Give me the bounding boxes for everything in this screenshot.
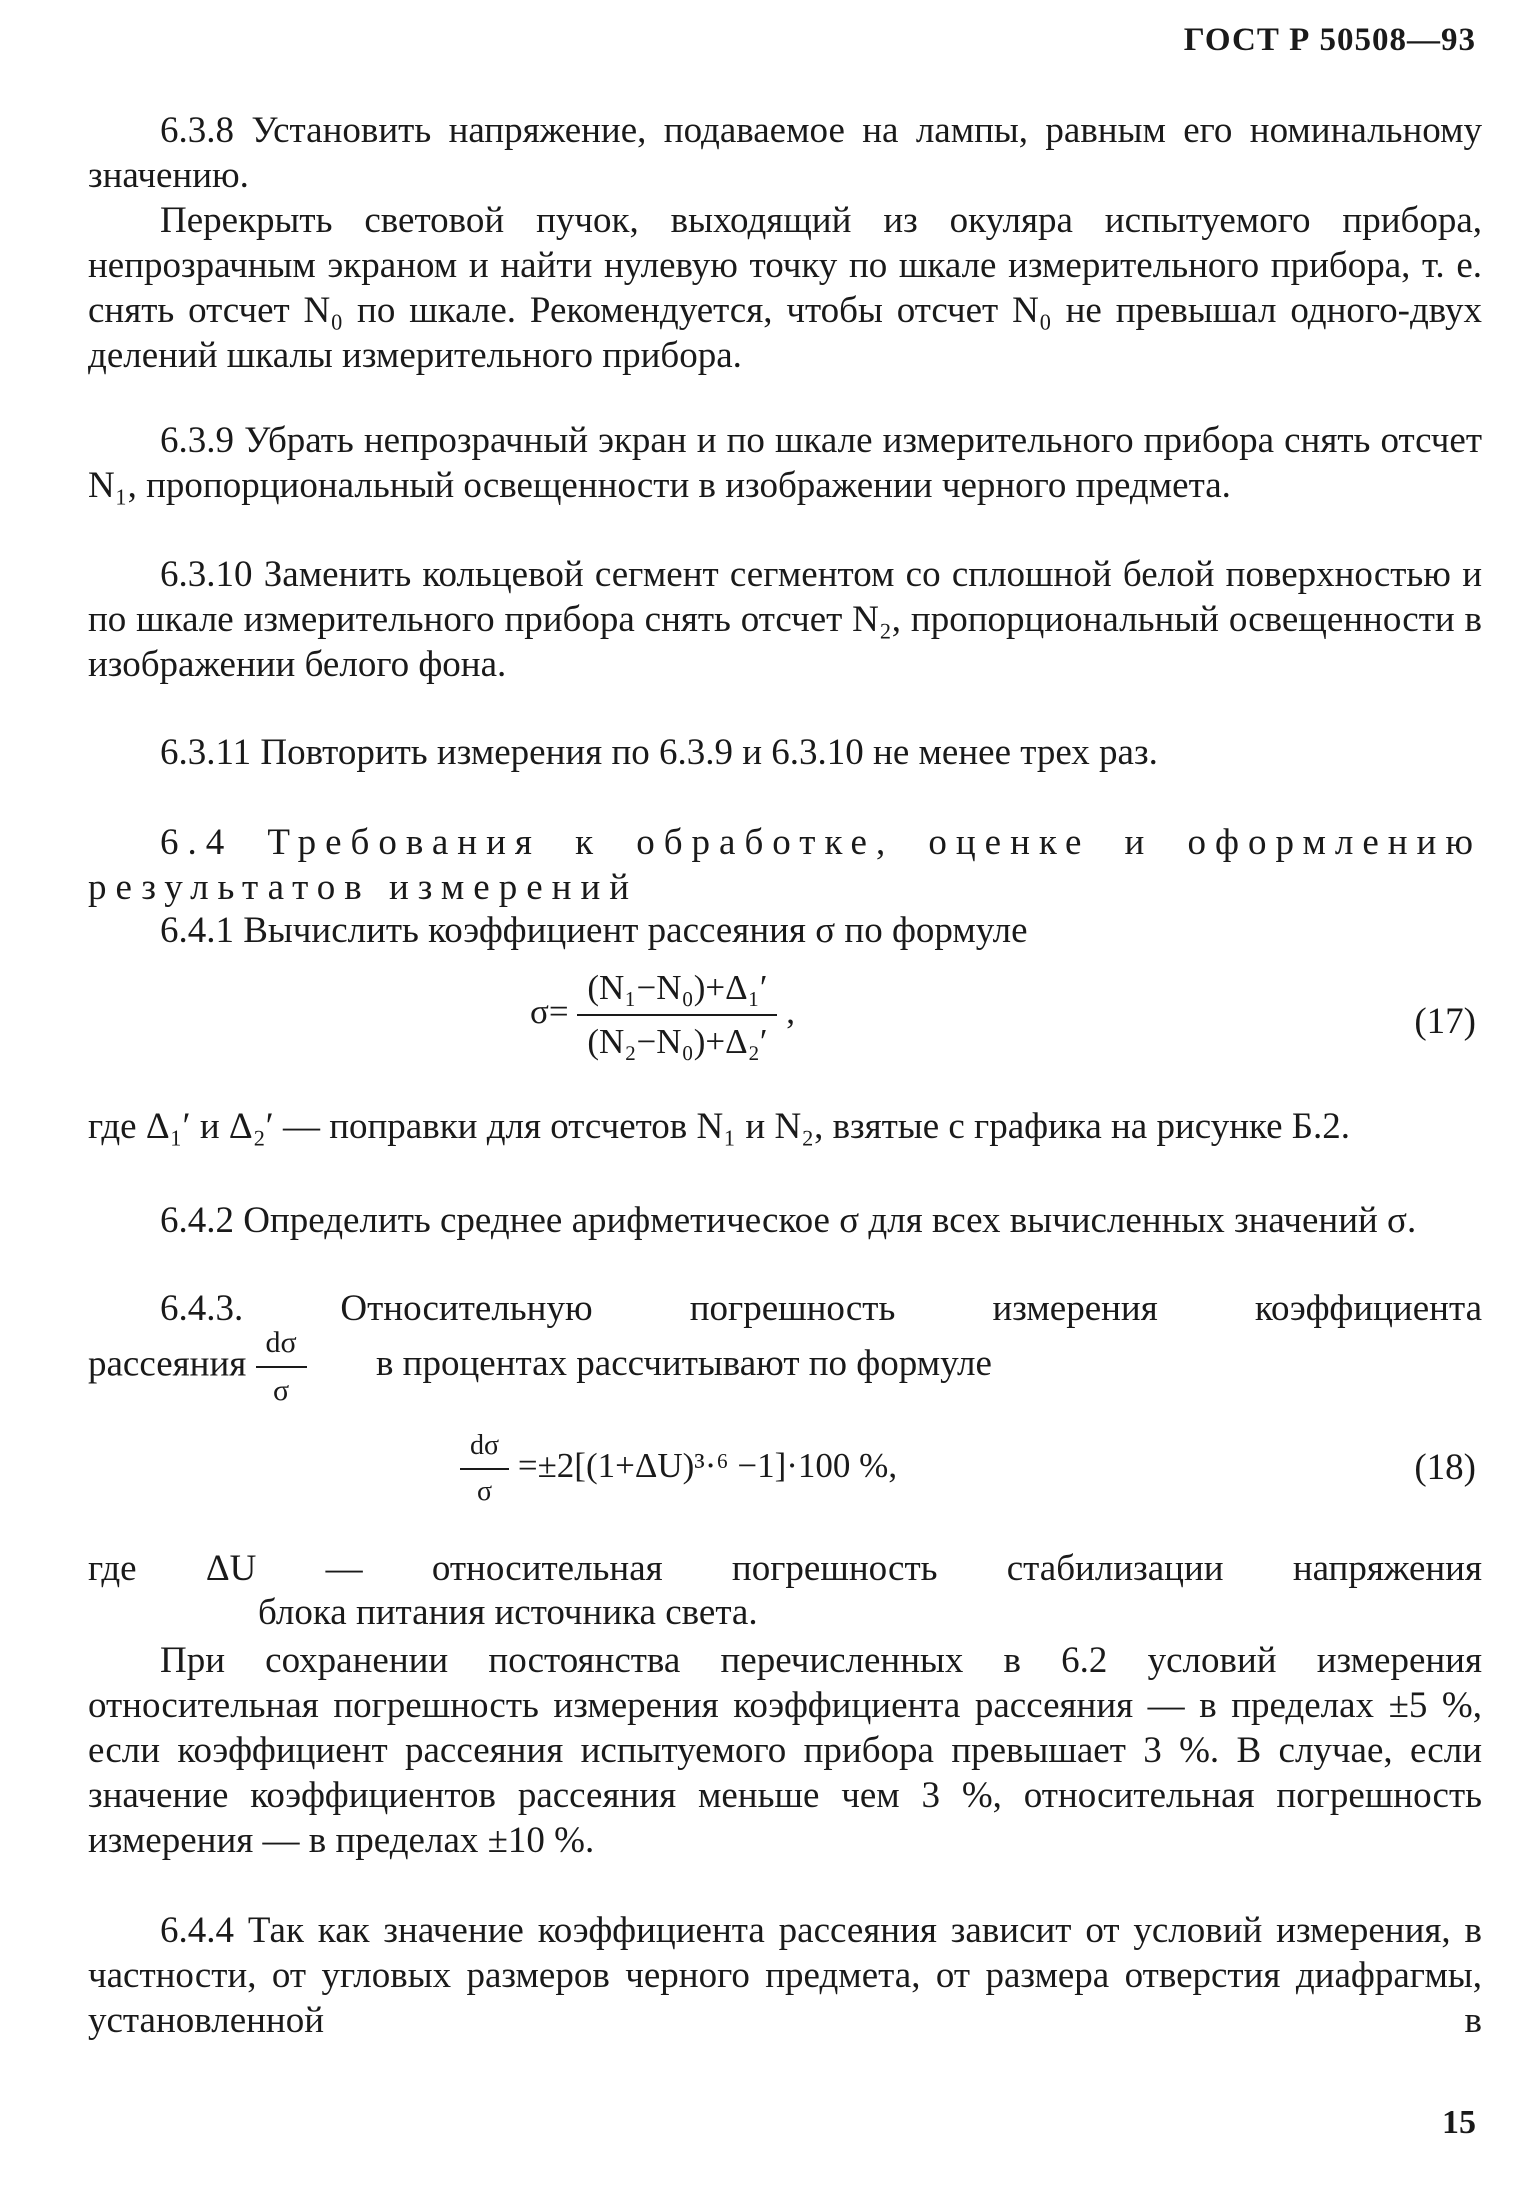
- paragraph-accuracy: При сохранении постоянства перечисленных в 6.2 условий измерения относительная погрешность измерения коэффициента рассеяния — в пределах ±5 %, если коэффициент рассеяния испытуемого прибора превышает 3 %. В случае, если значение коэффициентов рассеяния меньше чем 3 %, относительная погрешность измерения — в пределах ±10 %.: [88, 1640, 1482, 1861]
- paragraph-6-4-4: 6.4.4 Так как значение коэффициента рассеяния зависит от условий измерения, в частности, от угловых размеров черного предмета, от размера отверстия диафрагмы, установленной в: [88, 1910, 1482, 2041]
- formula-17: [530, 968, 795, 1062]
- formula-17-trail: ,: [786, 992, 795, 1032]
- formula-17-explanation: где Δ₁′ и Δ₂′ — поправки для отсчетов N₁ и N₂, взятые с графика на рисунке Б.2.: [88, 1106, 1350, 1147]
- paragraph-6-4-3-right: в процентах рассчитывают по формуле: [375, 1343, 992, 1385]
- paragraph-6-3-9: 6.3.9 Убрать непрозрачный экран и по шкале измерительного прибора снять отсчет N₁, пропорциональный освещенности в изображении черного предмета.: [88, 420, 1482, 506]
- inline-fraction-dsigma: [256, 1326, 307, 1408]
- formula-18-numerator: dσ: [460, 1430, 509, 1470]
- paragraph-6-4-1: 6.4.1 Вычислить коэффициент рассеяния σ по формуле: [160, 910, 1028, 951]
- equation-number-17: (17): [1414, 1001, 1476, 1042]
- paragraph-6-4-3-line2: [88, 1326, 992, 1408]
- formula-17-numerator: (N₁−N₀)+Δ₁′: [577, 968, 777, 1016]
- inline-fraction-denominator: σ: [273, 1374, 290, 1407]
- equation-number-18: (18): [1414, 1447, 1476, 1488]
- section-6-4-heading: 6.4 Требования к обработке, оценке и оформлению результатов измерений: [88, 822, 1482, 908]
- formula-17-lhs: σ=: [530, 992, 569, 1032]
- paragraph-6-3-10: 6.3.10 Заменить кольцевой сегмент сегментом со сплошной белой поверхностью и по шкале измерительного прибора снять отсчет N₂, пропорциональный освещенности в изображении белого фона.: [88, 554, 1482, 685]
- formula-18-rhs: =±2[(1+ΔU)³·⁶ −1]·100 %,: [517, 1446, 898, 1486]
- paragraph-6-4-3-left: рассеяния: [88, 1343, 247, 1385]
- standard-code-header: ГОСТ Р 50508—93: [1183, 22, 1476, 58]
- paragraph-6-3-11: 6.3.11 Повторить измерения по 6.3.9 и 6.3.10 не менее трех раз.: [160, 732, 1158, 773]
- paragraph-6-3-8: 6.3.8 Установить напряжение, подаваемое на лампы, равным его номинальному значению.: [88, 110, 1482, 196]
- formula-18-explanation-cont: блока питания источника света.: [258, 1592, 758, 1633]
- formula-18-denominator: σ: [477, 1476, 493, 1507]
- page-number: 15: [1442, 2104, 1476, 2141]
- inline-fraction-numerator: dσ: [256, 1326, 307, 1368]
- paragraph-6-3-8-cont: Перекрыть световой пучок, выходящий из окуляра испытуемого прибора, непрозрачным экраном и найти нулевую точку по шкале измерительного прибора, т. е. снять отсчет N₀ по шкале. Рекомендуется, чтобы отсчет N₀ не превышал одного-двух делений шкалы измерительного прибора.: [88, 200, 1482, 376]
- formula-17-fraction: [577, 968, 777, 1062]
- paragraph-6-4-2: 6.4.2 Определить среднее арифметическое σ для всех вычисленных значений σ.: [160, 1200, 1417, 1241]
- paragraph-6-4-3: 6.4.3. Относительную погрешность измерения коэффициента: [160, 1288, 1482, 1329]
- formula-17-denominator: (N₂−N₀)+Δ₂′: [587, 1022, 768, 1061]
- formula-18-explanation: где ΔU — относительная погрешность стабилизации напряжения: [88, 1548, 1482, 1589]
- formula-18: [460, 1430, 897, 1508]
- formula-18-fraction: [460, 1430, 509, 1508]
